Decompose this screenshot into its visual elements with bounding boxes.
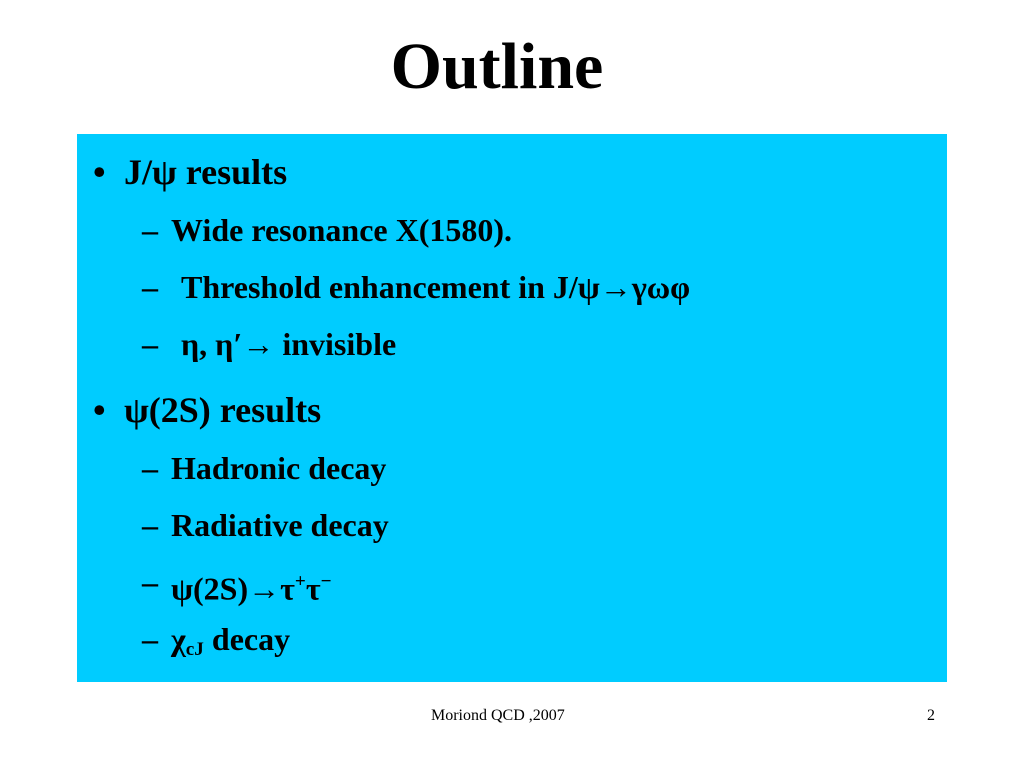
sub-item-radiative-decay: Radiative decay (171, 507, 389, 543)
dash-marker: – (142, 564, 158, 600)
dash-marker: – (142, 326, 158, 362)
dash-marker: – (142, 269, 158, 305)
bullet-jpsi-results: J/ψ results (124, 152, 288, 192)
bullet-psi2s-results: ψ(2S) results (124, 390, 322, 430)
sub-item-chicj-decay: $\chi_{cJ}$ decay (171, 621, 291, 660)
footer-conference: Moriond QCD ,2007 (431, 707, 565, 724)
content-box (77, 134, 947, 682)
sub-item-threshold-enhancement: Threshold enhancement in J/ψ→γωφ (181, 269, 691, 305)
dash-marker: – (142, 507, 158, 543)
dash-marker: – (142, 450, 158, 486)
bullet-marker: • (93, 390, 106, 430)
sub-item-hadronic-decay: Hadronic decay (171, 450, 387, 486)
bullet-marker: • (93, 152, 106, 192)
sub-item-eta-invisible: η, η′→ invisible (181, 326, 397, 362)
slide-title: Outline (390, 30, 604, 103)
sub-item-wide-resonance: Wide resonance X(1580). (171, 212, 513, 248)
sub-item-psi2s-tau-tau: ψ(2S)→τ+τ− (171, 570, 332, 607)
dash-marker: – (142, 621, 158, 657)
dash-marker: – (142, 212, 158, 248)
footer-page-number: 2 (927, 707, 935, 724)
